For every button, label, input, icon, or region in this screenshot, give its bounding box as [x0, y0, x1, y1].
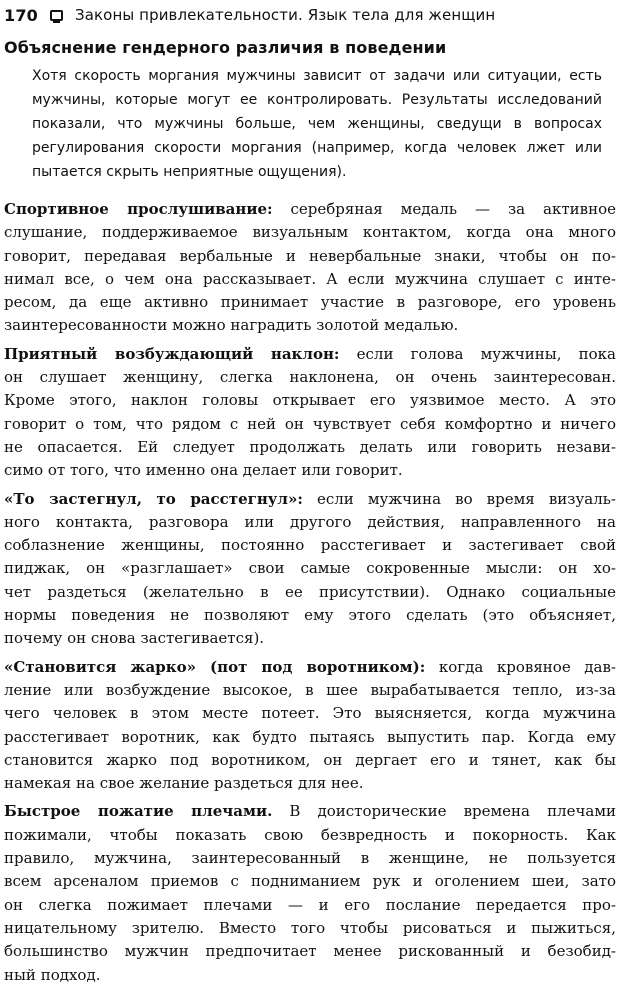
text-line: Кроме этого, наклон головы открывает его уязвимое место. А это	[4, 391, 616, 410]
paragraph-lead: «Становится жарко» (пот под воротником):	[4, 657, 426, 676]
text-line: чего человек в этом месте потеет. Это выясняется, когда мужчина	[4, 704, 616, 723]
text-line: слушание, поддерживаемое визуальным контактом, когда она много	[4, 223, 616, 242]
text-line: становится жарко под воротником, он дергает его и тянет, как бы	[4, 750, 616, 769]
text-line	[4, 343, 616, 366]
text-line	[4, 488, 616, 511]
text-line: заинтересованности можно наградить золотой медалью.	[4, 316, 459, 335]
text-line: он слегка пожимает плечами — и его послание передается про-	[4, 895, 616, 914]
paragraph	[4, 343, 616, 483]
text-line	[4, 656, 616, 679]
text-line: почему он снова застегивается).	[4, 629, 265, 648]
text-line: правило, мужчина, заинтересованный в женщине, не пользуется	[4, 849, 616, 868]
text-line	[4, 198, 616, 221]
text-line: регулирования скорости моргания (например, когда человек лжет или	[32, 140, 602, 156]
sidebar-box	[0, 38, 620, 184]
paragraph	[4, 488, 616, 651]
text-line: он слушает женщину, слегка наклонена, он очень заинтересован.	[4, 368, 616, 387]
text-line: ного контакта, разговора или другого действия, направленного на	[4, 512, 616, 531]
text-line: всем арсеналом приемов с подниманием рук и оголением шеи, зато	[4, 872, 616, 891]
text-line: ный подход.	[4, 965, 101, 984]
body-text	[0, 198, 616, 992]
text-line: ресом, да еще активно принимает участие в разговоре, его уровень	[4, 293, 616, 312]
text-line: нормы поведения не позволяют ему этого сделать (это объясняет,	[4, 606, 616, 625]
text-line: говорит о том, что рядом с ней он чувствует себя комфортно и ничего	[4, 414, 616, 433]
text-line: большинство мужчин предпочитает менее рискованный и безобид-	[4, 942, 616, 961]
running-title: Законы привлекательности. Язык тела для женщин	[75, 6, 496, 24]
text-line: симо от того, что именно она делает или говорит.	[4, 461, 403, 480]
text-line: показали, что мужчины больше, чем женщины, сведущи в вопросах	[32, 116, 602, 132]
text-line: нимал все, о чем она рассказывает. А если мужчина слушает с инте-	[4, 269, 616, 288]
text-line: расстегивает воротник, как будто пытаясь выпустить пар. Когда ему	[4, 727, 616, 746]
text-line: пытается скрыть неприятные ощущения).	[32, 164, 347, 180]
sidebar-heading: Объяснение гендерного различия в поведении	[4, 38, 447, 57]
paragraph-lead: «То застегнул, то расстегнул»:	[4, 489, 303, 508]
text-run: если мужчина во время визуаль-	[302, 489, 616, 508]
paragraph-lead: Быстрое пожатие плечами.	[4, 802, 273, 821]
text-line	[4, 800, 616, 823]
text-line: ление или возбуждение высокое, в шее вырабатывается тепло, из-за	[4, 680, 616, 699]
text-line: говорит, передавая вербальные и невербальные знаки, чтобы он по-	[4, 246, 616, 265]
text-line: не опасается. Ей следует продолжать делать или говорить незави-	[4, 437, 616, 456]
text-run: серебряная медаль — за активное	[272, 200, 616, 218]
text-run: когда кровяное дав-	[425, 657, 616, 676]
paragraph-lead: Приятный возбуждающий наклон:	[4, 344, 340, 363]
text-line: намекая на свое желание раздеться для нее.	[4, 774, 364, 793]
text-line: Хотя скорость моргания мужчины зависит от задачи или ситуации, есть	[32, 68, 602, 84]
paragraph	[4, 198, 616, 338]
text-line: мужчины, которые могут ее контролировать. Результаты исследований	[32, 92, 602, 108]
paragraph	[4, 656, 616, 796]
text-line: соблазнение женщины, постоянно расстегивает и застегивает свой	[4, 536, 616, 555]
book-icon	[50, 10, 63, 21]
page-number: 170	[4, 5, 38, 25]
text-line: чет раздеться (желательно в ее присутствии). Однако социальные	[4, 582, 616, 601]
sidebar-text	[32, 64, 602, 184]
paragraph-lead: Спортивное прослушивание:	[4, 200, 273, 218]
paragraph	[4, 800, 616, 986]
text-line: ницательному зрителю. Вместо того чтобы рисоваться и пыжиться,	[4, 918, 616, 937]
text-line: пиджак, он «разглашает» свои самые сокровенные мысли: он хо-	[4, 559, 616, 578]
page-header	[0, 0, 620, 30]
text-line: пожимали, чтобы показать свою безвредность и покорность. Как	[4, 825, 616, 844]
text-run: В доисторические времена плечами	[272, 802, 616, 821]
text-run: если голова мужчины, пока	[339, 344, 616, 363]
